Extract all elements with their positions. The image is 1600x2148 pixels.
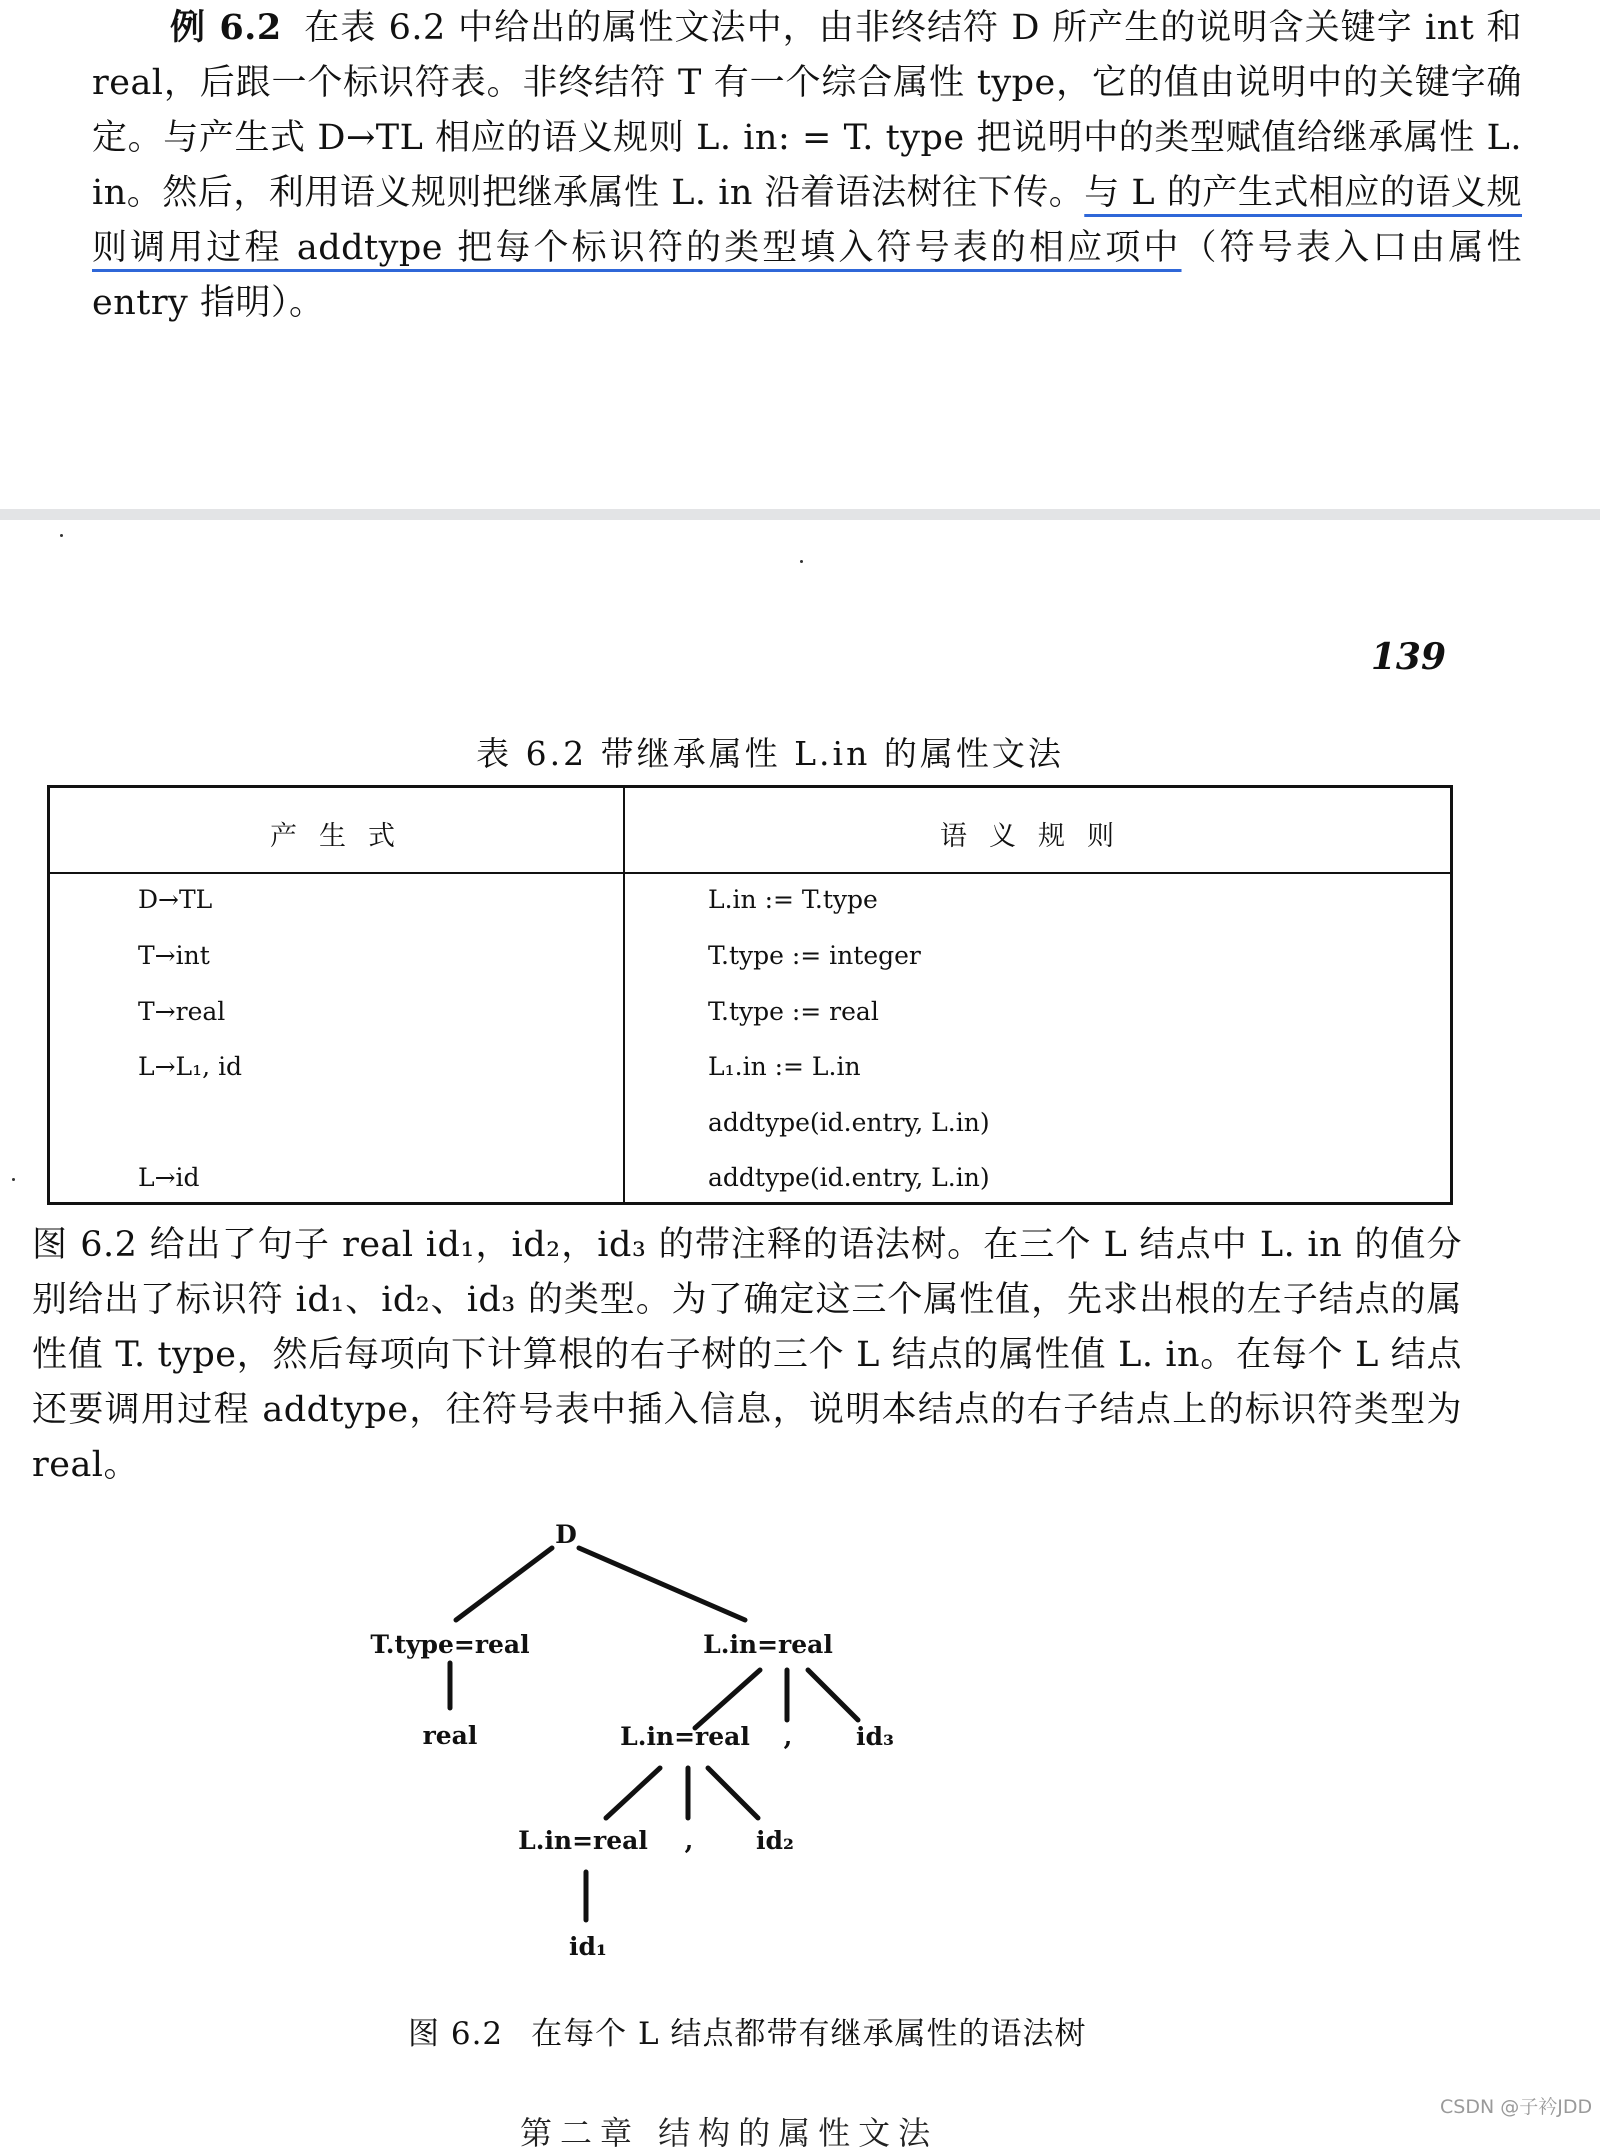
semantic-rule-cell: addtype(id.entry, L.in) bbox=[708, 1108, 990, 1137]
tree-node-root: D bbox=[555, 1520, 577, 1549]
header-production: 产生式 bbox=[270, 821, 417, 852]
production-cell: T→int bbox=[138, 941, 210, 970]
tree-edge bbox=[606, 1768, 660, 1818]
production-cell: T→real bbox=[138, 997, 226, 1026]
scan-speck bbox=[60, 534, 63, 537]
production-cell: L→L₁, id bbox=[138, 1052, 243, 1081]
figure-number: 图 6.2 bbox=[408, 2016, 504, 2052]
parse-tree bbox=[0, 1500, 1600, 2000]
example-label: 例 6.2 bbox=[170, 7, 282, 48]
tree-edge bbox=[808, 1670, 858, 1720]
table-header-divider bbox=[50, 872, 1450, 874]
tree-edge bbox=[695, 1670, 760, 1728]
semantic-rule-cell: L₁.in := L.in bbox=[708, 1052, 861, 1081]
semantic-rule-cell: T.type := real bbox=[708, 997, 879, 1026]
bottom-cut-off-heading: 第二章 结构的属性文法 bbox=[520, 2114, 939, 2148]
tree-node-l-top: L.in=real bbox=[703, 1630, 833, 1659]
middle-paragraph: 图 6.2 给出了句子 real id₁，id₂，id₃ 的带注释的语法树。在三个 L 结点中 L. in 的值分别给出了标识符 id₁、id₂、id₃ 的类型。为了确定这三个属性值，先求出根的左子结点的属性值 T. type，然后每项向下计算根的右子树的三个 L 结点的属性值 L. in。在每个 L 结点还要调用过程 addtype，往符号表中插入信息，说明本结点的右子结点上的标识符类型为 real。 bbox=[32, 1225, 1462, 1485]
page-divider bbox=[0, 509, 1600, 520]
grammar-table bbox=[47, 785, 1453, 1205]
tree-node-real-leaf: real bbox=[422, 1721, 478, 1750]
tree-node-l-bottom: L.in=real bbox=[518, 1826, 648, 1855]
tree-edge bbox=[708, 1768, 758, 1818]
tree-edge bbox=[579, 1548, 745, 1620]
paragraph-text-after: （符号表入口由属性 entry 指明）。 bbox=[92, 228, 1522, 323]
scan-speck bbox=[12, 1178, 15, 1181]
scan-speck bbox=[800, 560, 803, 563]
paragraph-text-before: 在表 6.2 中给出的属性文法中，由非终结符 D 所产生的说明含关键字 int 和 real，后跟一个标识符表。非终结符 T 有一个综合属性 type，它的值由说明中的关键字确定。与产生式 D→TL 相应的语义规则 L. in: = T. type 把说明中的类型赋值给继承属性 L. in。然后，利用语义规则把继承属性 L. in 沿着语法树往下传。 bbox=[92, 8, 1523, 213]
tree-node-id1: id₁ bbox=[569, 1932, 607, 1961]
semantic-rule-cell: L.in := T.type bbox=[708, 885, 878, 914]
tree-node-id2: id₂ bbox=[756, 1826, 794, 1855]
tree-node-id3: id₃ bbox=[856, 1722, 894, 1751]
semantic-rule-cell: T.type := integer bbox=[708, 941, 921, 970]
semantic-rule-cell: addtype(id.entry, L.in) bbox=[708, 1163, 990, 1192]
watermark: CSDN @子衿JDD bbox=[1440, 2096, 1593, 2118]
production-cell: L→id bbox=[138, 1163, 200, 1192]
header-semantic-rule: 语义规则 bbox=[940, 821, 1136, 852]
highlighted-text: 与 L 的产生式相应的语义规则调用过程 addtype 把每个标识符的类型填入符号表的相应项中 bbox=[92, 173, 1522, 268]
page-number: 139 bbox=[1370, 636, 1446, 678]
tree-node-comma-mid: , bbox=[684, 1826, 694, 1855]
tree-node-t-type: T.type=real bbox=[370, 1630, 530, 1659]
tree-node-l-mid: L.in=real bbox=[620, 1722, 750, 1751]
tree-node-comma-top: , bbox=[783, 1722, 793, 1751]
production-cell: D→TL bbox=[138, 885, 213, 914]
table-caption: 表 6.2 带继承属性 L.in 的属性文法 bbox=[476, 734, 1064, 773]
upper-paragraph bbox=[92, 0, 1522, 331]
figure-caption-text: 在每个 L 结点都带有继承属性的语法树 bbox=[531, 2016, 1087, 2052]
table-column-divider bbox=[623, 788, 625, 1202]
figure-caption bbox=[408, 2008, 1086, 2053]
tree-edge bbox=[456, 1548, 552, 1620]
